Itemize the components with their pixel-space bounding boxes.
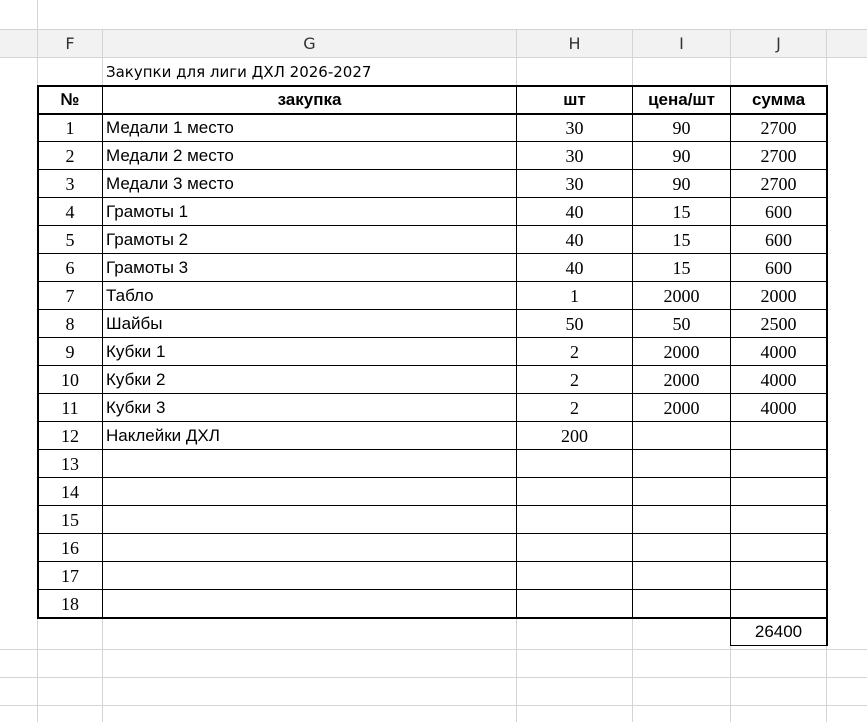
- table-cell-sum[interactable]: [731, 478, 826, 506]
- table-border-v: [632, 85, 633, 618]
- column-header-h[interactable]: H: [568, 33, 581, 53]
- table-border-v: [102, 85, 103, 618]
- table-border-v: [37, 85, 39, 618]
- table-cell-qty[interactable]: [517, 478, 632, 506]
- table-cell-item[interactable]: Кубки 2: [106, 370, 166, 389]
- table-cell-price[interactable]: 90: [672, 145, 691, 166]
- table-cell-price[interactable]: [633, 478, 730, 506]
- table-border-h: [37, 505, 828, 506]
- table-cell-price[interactable]: [633, 562, 730, 590]
- table-cell-num[interactable]: 4: [65, 201, 75, 222]
- table-border-h: [37, 533, 828, 534]
- table-cell-sum[interactable]: 4000: [760, 341, 797, 362]
- table-cell-num[interactable]: 8: [65, 313, 75, 334]
- table-cell-sum[interactable]: [731, 450, 826, 478]
- table-cell-item[interactable]: Медали 3 место: [106, 174, 234, 193]
- table-border-v: [730, 85, 731, 618]
- table-cell-price[interactable]: 15: [672, 257, 691, 278]
- table-cell-item[interactable]: Грамоты 3: [106, 258, 189, 277]
- table-border-h: [37, 309, 828, 310]
- table-cell-num[interactable]: 13: [61, 453, 79, 474]
- table-cell-price[interactable]: [633, 450, 730, 478]
- table-cell-price[interactable]: [633, 534, 730, 562]
- table-cell-item[interactable]: Медали 1 место: [106, 118, 234, 137]
- total-sum[interactable]: 26400: [754, 622, 803, 641]
- table-cell-price[interactable]: 90: [672, 173, 691, 194]
- table-border-h: [37, 617, 828, 619]
- table-cell-item[interactable]: [103, 562, 516, 590]
- table-border-h: [37, 225, 828, 226]
- table-cell-item[interactable]: Медали 2 место: [106, 146, 234, 165]
- table-border-v: [826, 85, 828, 618]
- table-cell-item[interactable]: Кубки 1: [106, 342, 166, 361]
- table-border-h: [37, 141, 828, 142]
- table-cell-price[interactable]: [633, 590, 730, 618]
- table-cell-price[interactable]: 2000: [663, 341, 700, 362]
- table-cell-item[interactable]: [103, 590, 516, 618]
- table-cell-qty[interactable]: 30: [565, 173, 584, 194]
- table-border-v: [516, 85, 517, 618]
- table-cell-qty[interactable]: [517, 590, 632, 618]
- table-border-h: [37, 281, 828, 282]
- table-cell-item[interactable]: Шайбы: [106, 314, 163, 333]
- table-border-h: [37, 365, 828, 366]
- table-cell-sum[interactable]: 2700: [760, 173, 797, 194]
- table-cell-qty[interactable]: [517, 534, 632, 562]
- grid-hline: [0, 705, 867, 706]
- table-header-price[interactable]: цена/шт: [648, 90, 715, 109]
- table-border-h: [37, 589, 828, 590]
- table-cell-qty[interactable]: 2: [570, 369, 579, 390]
- table-cell-qty[interactable]: 40: [565, 229, 584, 250]
- table-cell-price[interactable]: [633, 506, 730, 534]
- table-cell-item[interactable]: Грамоты 1: [106, 202, 189, 221]
- table-border-h: [37, 113, 828, 115]
- table-cell-price[interactable]: 15: [672, 201, 691, 222]
- table-cell-num[interactable]: 1: [65, 117, 75, 138]
- table-border-h: [37, 393, 828, 394]
- column-header-g[interactable]: G: [303, 33, 316, 53]
- sheet-title[interactable]: Закупки для лиги ДХЛ 2026-2027: [106, 63, 372, 81]
- total-border: [730, 645, 828, 646]
- table-cell-qty[interactable]: 40: [565, 201, 584, 222]
- table-cell-price[interactable]: 2000: [663, 397, 700, 418]
- table-cell-num[interactable]: 12: [61, 425, 79, 446]
- table-cell-price[interactable]: 50: [672, 313, 691, 334]
- table-cell-price[interactable]: [633, 422, 730, 450]
- table-cell-item[interactable]: Грамоты 2: [106, 230, 189, 249]
- table-cell-sum[interactable]: 4000: [760, 397, 797, 418]
- grid-hline: [0, 649, 867, 650]
- table-header-num[interactable]: №: [60, 90, 80, 109]
- table-cell-num[interactable]: 11: [61, 397, 79, 418]
- table-cell-sum[interactable]: [731, 422, 826, 450]
- table-cell-price[interactable]: 15: [672, 229, 691, 250]
- table-cell-num[interactable]: 6: [65, 257, 75, 278]
- table-cell-qty[interactable]: 2: [570, 397, 579, 418]
- table-border-h: [37, 253, 828, 254]
- table-cell-sum[interactable]: 600: [765, 201, 792, 222]
- table-cell-qty[interactable]: [517, 506, 632, 534]
- grid-hline: [0, 677, 867, 678]
- table-cell-sum[interactable]: [731, 534, 826, 562]
- table-border-h: [37, 421, 828, 422]
- column-header-f[interactable]: F: [65, 33, 75, 53]
- table-cell-num[interactable]: 16: [61, 537, 79, 558]
- table-cell-price[interactable]: 90: [672, 117, 691, 138]
- table-cell-price[interactable]: 2000: [663, 285, 700, 306]
- table-border-h: [37, 85, 828, 87]
- table-cell-num[interactable]: 15: [61, 509, 79, 530]
- table-cell-sum[interactable]: 600: [765, 229, 792, 250]
- table-cell-sum[interactable]: 600: [765, 257, 792, 278]
- table-header-qty[interactable]: шт: [563, 90, 586, 109]
- table-cell-qty[interactable]: [517, 450, 632, 478]
- table-cell-num[interactable]: 5: [65, 229, 75, 250]
- table-cell-num[interactable]: 7: [65, 285, 75, 306]
- table-cell-qty[interactable]: 40: [565, 257, 584, 278]
- table-cell-sum[interactable]: 2000: [760, 285, 797, 306]
- table-cell-sum[interactable]: [731, 590, 826, 618]
- table-border-h: [37, 561, 828, 562]
- table-cell-item[interactable]: Кубки 3: [106, 398, 166, 417]
- table-cell-num[interactable]: 2: [65, 145, 75, 166]
- table-cell-num[interactable]: 9: [65, 341, 75, 362]
- table-header-sum[interactable]: сумма: [751, 90, 806, 109]
- total-border: [730, 618, 731, 646]
- table-cell-qty[interactable]: 200: [561, 425, 588, 446]
- table-cell-qty[interactable]: 2: [570, 341, 579, 362]
- table-cell-sum[interactable]: [731, 506, 826, 534]
- table-cell-item[interactable]: [103, 450, 516, 478]
- table-cell-price[interactable]: 2000: [663, 369, 700, 390]
- table-cell-sum[interactable]: 2700: [760, 117, 797, 138]
- table-cell-sum[interactable]: [731, 562, 826, 590]
- table-cell-sum[interactable]: 2700: [760, 145, 797, 166]
- total-border: [826, 618, 828, 646]
- table-cell-item[interactable]: Наклейки ДХЛ: [106, 426, 220, 445]
- table-cell-item[interactable]: [103, 506, 516, 534]
- table-border-h: [37, 337, 828, 338]
- table-cell-item[interactable]: [103, 534, 516, 562]
- table-border-h: [37, 449, 828, 450]
- table-cell-sum[interactable]: 4000: [760, 369, 797, 390]
- table-header-item[interactable]: закупка: [277, 90, 342, 109]
- table-cell-num[interactable]: 18: [61, 593, 79, 614]
- table-cell-num[interactable]: 3: [65, 173, 75, 194]
- table-cell-num[interactable]: 17: [61, 565, 79, 586]
- table-border-h: [37, 477, 828, 478]
- table-cell-num[interactable]: 10: [61, 369, 79, 390]
- table-cell-qty[interactable]: 1: [570, 285, 579, 306]
- table-cell-sum[interactable]: 2500: [760, 313, 797, 334]
- table-cell-qty[interactable]: 50: [565, 313, 584, 334]
- table-cell-qty[interactable]: 30: [565, 117, 584, 138]
- table-cell-num[interactable]: 14: [61, 481, 79, 502]
- table-cell-qty[interactable]: 30: [565, 145, 584, 166]
- column-header-j[interactable]: J: [776, 33, 781, 53]
- table-cell-item[interactable]: [103, 478, 516, 506]
- table-border-h: [37, 169, 828, 170]
- table-border-h: [37, 197, 828, 198]
- table-cell-qty[interactable]: [517, 562, 632, 590]
- table-cell-item[interactable]: Табло: [106, 286, 154, 305]
- column-header-i[interactable]: I: [679, 33, 684, 53]
